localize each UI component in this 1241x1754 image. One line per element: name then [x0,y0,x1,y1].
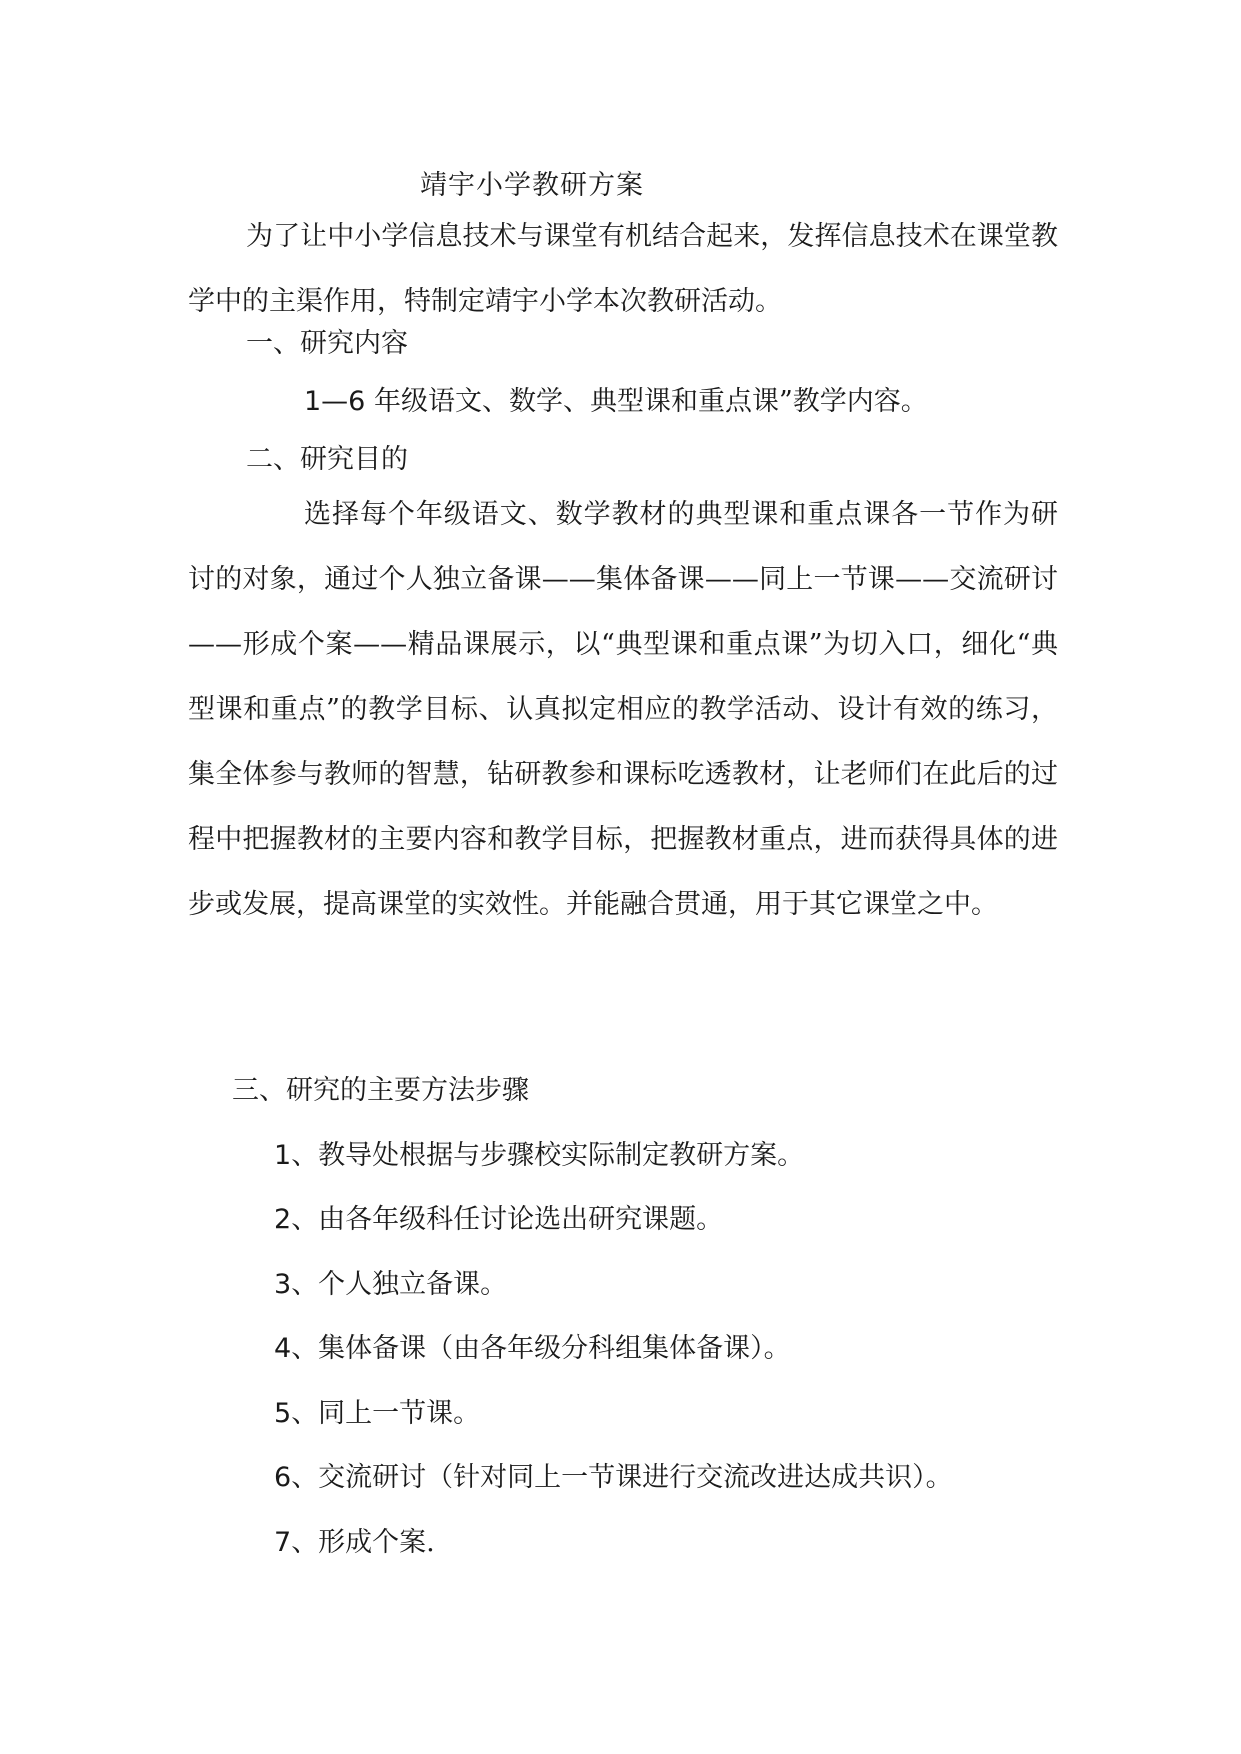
step-text: 、由各年级科任讨论选出研究课题。 [291,1204,724,1235]
document-title: 靖宇小学教研方案 [420,170,644,201]
step-item [274,1202,723,1238]
step-number: 2 [274,1204,292,1235]
section1-content-text: 年级语文、数学、典型课和重点课”教学内容。 [365,386,928,417]
grade-range: 1—6 [304,386,366,417]
step-text: 、集体备课（由各年级分科组集体备课）。 [291,1333,791,1364]
section2-paragraph: 选择每个年级语文、数学教材的典型课和重点课各一节作为研讨的对象，通过个人独立备课——集体备课——同上一节课——交流研讨——形成个案——精品课展示，以“典型课和重点课”为切入口，细化“典型课和重点”的教学目标、认真拟定相应的教学活动、设计有效的练习，集全体参与教师的智慧，钻研教参和课标吃透教材，让老师们在此后的过程中把握教材的主要内容和教学目标，把握教材重点，进而获得具体的进步或发展，提高课堂的实效性。并能融合贯通，用于其它课堂之中。 [188,499,1058,920]
step-number: 3 [274,1269,292,1300]
step-text: 、形成个案. [291,1527,435,1558]
step-number: 1 [274,1140,292,1171]
step-text: 、教导处根据与步骤校实际制定教研方案。 [291,1140,805,1171]
step-number: 4 [274,1333,292,1364]
step-text: 、个人独立备课。 [291,1269,508,1300]
section1-heading: 一、研究内容 [246,328,408,359]
section3-heading: 三、研究的主要方法步骤 [232,1075,529,1106]
step-text: 、交流研讨（针对同上一节课进行交流改进达成共识）。 [291,1462,953,1493]
step-item [274,1396,480,1432]
step-item [274,1331,791,1367]
step-number: 6 [274,1462,292,1493]
step-number: 7 [274,1527,292,1558]
intro-paragraph: 为了让中小学信息技术与课堂有机结合起来，发挥信息技术在课堂教学中的主渠作用，特制定靖宇小学本次教研活动。 [188,221,1058,317]
step-text: 、同上一节课。 [291,1398,481,1429]
step-item [274,1138,804,1174]
section2-heading: 二、研究目的 [246,444,408,475]
section1-content [304,384,928,420]
step-item [274,1460,953,1496]
step-number: 5 [274,1398,292,1429]
step-item [274,1525,435,1561]
step-item [274,1267,507,1303]
